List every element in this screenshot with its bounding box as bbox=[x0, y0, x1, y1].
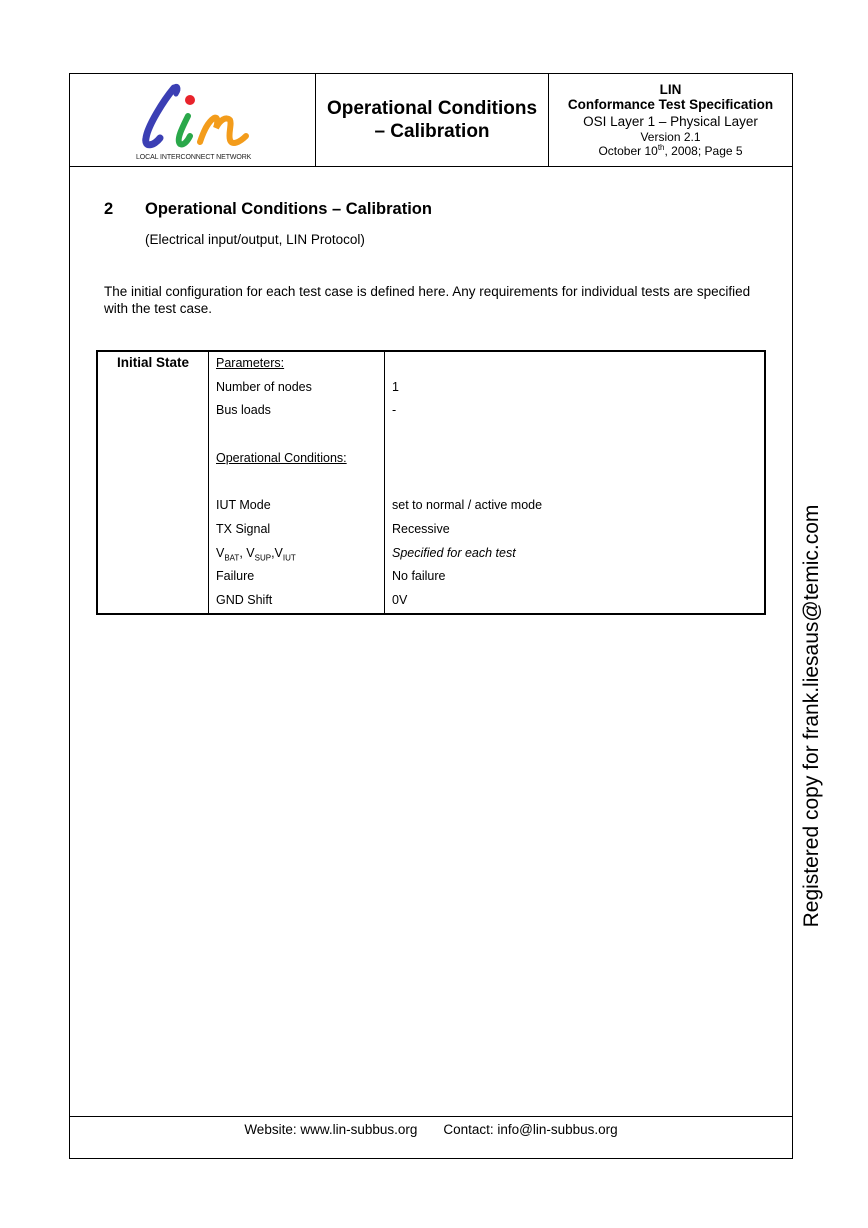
spec-title: Conformance Test Specification bbox=[567, 97, 774, 112]
spacer-row bbox=[209, 470, 384, 494]
header-logo-cell bbox=[70, 74, 316, 166]
spacer-row bbox=[385, 470, 764, 494]
registration-watermark: Registered copy for frank.liesaus@temic.com bbox=[800, 504, 823, 928]
footer-contact: Contact: info@lin-subbus.org bbox=[443, 1122, 618, 1137]
param-value-bus-loads: - bbox=[392, 403, 397, 418]
footer-divider bbox=[69, 1116, 793, 1117]
header-title-line1: Operational Conditions bbox=[326, 98, 538, 119]
cond-value-gnd-shift: 0V bbox=[392, 592, 408, 607]
cond-name-voltages: $V_{BAT}$, $V_{SUP},V_{IUT}$ bbox=[216, 545, 296, 562]
section-title: Operational Conditions – Calibration bbox=[145, 200, 432, 218]
logo-caption: LOCAL INTERCONNECT NETWORK bbox=[136, 154, 252, 161]
spacer-row bbox=[385, 447, 764, 471]
parameter-names-column bbox=[209, 351, 385, 614]
cond-name-gnd-shift: GND Shift bbox=[216, 592, 273, 607]
param-name-bus-loads: Bus loads bbox=[216, 403, 271, 418]
spacer-row bbox=[385, 423, 764, 447]
section-number: 2 bbox=[104, 200, 114, 218]
header-title-cell bbox=[316, 74, 549, 166]
spec-date: October 10th, 2008; Page 5 bbox=[598, 143, 743, 158]
section-subtitle: (Electrical input/output, LIN Protocol) bbox=[145, 232, 365, 247]
spec-name: LIN bbox=[659, 82, 682, 97]
cond-value-tx-signal: Recessive bbox=[392, 521, 450, 536]
conditions-heading: Operational Conditions: bbox=[216, 450, 347, 465]
cond-name-iut-mode: IUT Mode bbox=[216, 498, 271, 513]
initial-state-label: Initial State bbox=[97, 351, 209, 614]
spacer-row bbox=[385, 352, 764, 376]
parameters-heading: Parameters: bbox=[216, 356, 285, 370]
spacer-row bbox=[209, 423, 384, 447]
page-footer bbox=[69, 1122, 793, 1137]
initial-state-table bbox=[96, 350, 766, 615]
page-header bbox=[70, 74, 792, 167]
header-title-line2: – Calibration bbox=[374, 121, 490, 142]
footer-website: Website: www.lin-subbus.org bbox=[244, 1122, 418, 1137]
parameter-values-column bbox=[385, 351, 766, 614]
spec-version: Version 2.1 bbox=[640, 130, 701, 144]
cond-name-tx-signal: TX Signal bbox=[216, 521, 271, 536]
param-value-nodes: 1 bbox=[392, 379, 399, 394]
spec-layer: OSI Layer 1 – Physical Layer bbox=[583, 114, 758, 129]
cond-value-iut-mode: set to normal / active mode bbox=[392, 498, 543, 513]
header-spec-cell bbox=[549, 74, 792, 166]
cond-value-failure: No failure bbox=[392, 569, 446, 584]
lin-logo bbox=[132, 80, 252, 160]
intro-paragraph: The initial configuration for each test case is defined here. Any requirements for individual tests are specified with the test case. bbox=[104, 284, 751, 316]
cond-value-voltages: Specified for each test bbox=[392, 545, 516, 560]
cond-name-failure: Failure bbox=[216, 569, 255, 584]
param-name-nodes: Number of nodes bbox=[216, 379, 312, 394]
